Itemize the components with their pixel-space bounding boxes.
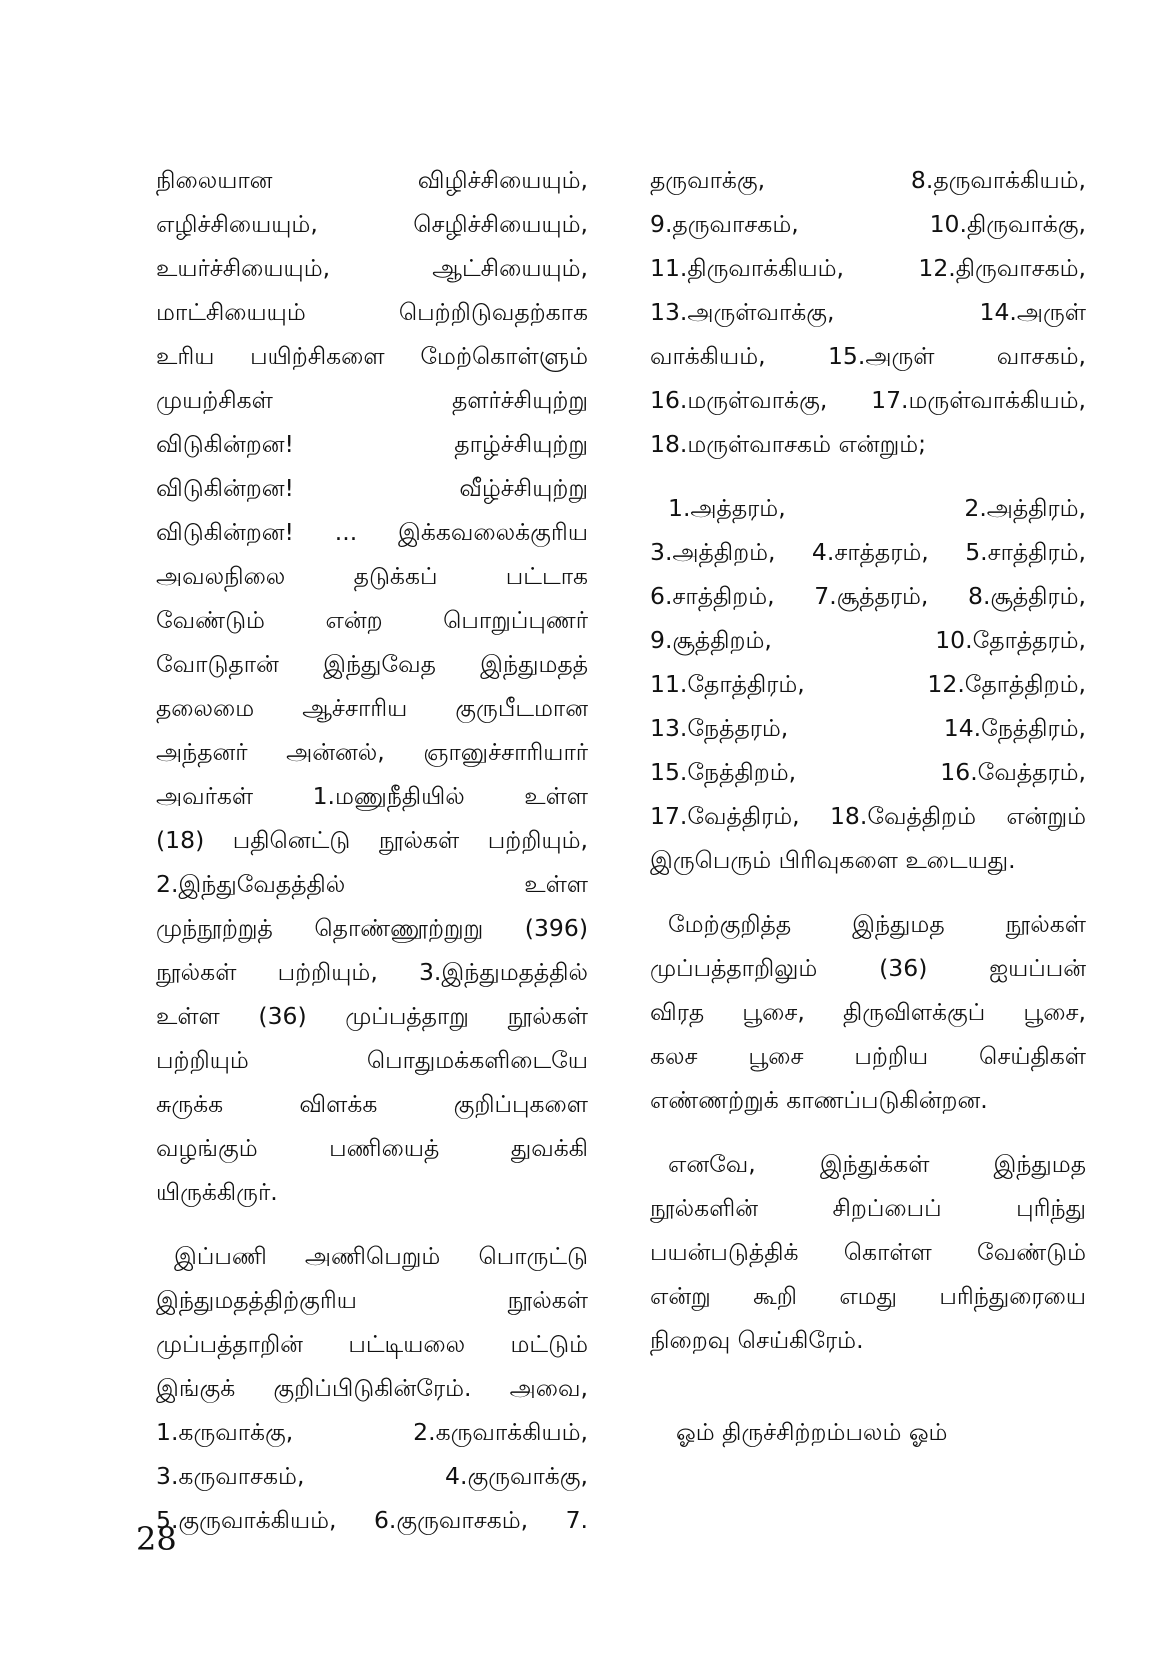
- text-line: முப்பத்தாறின் பட்டியலை மட்டும்: [156, 1330, 588, 1358]
- right-paragraph-1: [650, 158, 1086, 466]
- left-paragraph-2: [156, 1234, 588, 1542]
- text-line: 11.திருவாக்கியம், 12.திருவாசகம்,: [650, 254, 1086, 282]
- text-line: அவர்கள் 1.மணுநீதியில் உள்ள: [156, 782, 588, 810]
- right-paragraph-3: [650, 902, 1086, 1122]
- text-line: இந்துமதத்திற்குரிய நூல்கள்: [156, 1286, 588, 1314]
- text-line: 13.அருள்வாக்கு, 14.அருள்: [650, 298, 1086, 326]
- text-line: வழங்கும் பணியைத் துவக்கி: [156, 1134, 588, 1162]
- text-line: முப்பத்தாறிலும் (36) ஐயப்பன்: [650, 954, 1086, 982]
- text-line: எனவே, இந்துக்கள் இந்துமத: [668, 1150, 1086, 1178]
- left-paragraph-1: [156, 158, 588, 1214]
- text-line: அவலநிலை தடுக்கப் பட்டாக: [156, 562, 588, 590]
- text-line: பற்றியும் பொதுமக்களிடையே: [156, 1046, 588, 1074]
- text-line: எண்ணற்றுக் காணப்படுகின்றன.: [650, 1086, 988, 1114]
- text-line: உள்ள (36) முப்பத்தாறு நூல்கள்: [156, 1002, 588, 1030]
- text-line: 9.சூத்திறம், 10.தோத்தரம்,: [650, 626, 1086, 654]
- text-line: முந்நூற்றுத் தொண்ணூற்றுறு (396): [156, 914, 588, 942]
- text-line: 17.வேத்திரம், 18.வேத்திறம் என்றும்: [650, 802, 1086, 830]
- text-line: 9.தருவாசகம், 10.திருவாக்கு,: [650, 210, 1086, 238]
- right-column: [650, 158, 1086, 1362]
- text-line: பயன்படுத்திக் கொள்ள வேண்டும்: [650, 1238, 1086, 1266]
- text-line: வேண்டும் என்ற பொறுப்புணர்: [156, 606, 588, 634]
- text-line: நிலையான விழிச்சியையும்,: [156, 166, 588, 194]
- text-line: தருவாக்கு, 8.தருவாக்கியம்,: [650, 166, 1086, 194]
- text-line: 2.இந்துவேதத்தில் உள்ள: [156, 870, 588, 898]
- text-line: வோடுதான் இந்துவேத இந்துமதத்: [156, 650, 588, 678]
- right-paragraph-2: [650, 486, 1086, 882]
- text-line: 11.தோத்திரம், 12.தோத்திறம்,: [650, 670, 1086, 698]
- text-line: முயற்சிகள் தளர்ச்சியுற்று: [156, 386, 588, 414]
- text-line: விரத பூசை, திருவிளக்குப் பூசை,: [650, 998, 1086, 1026]
- text-line: 3.அத்திறம், 4.சாத்தரம், 5.சாத்திரம்,: [650, 538, 1086, 566]
- text-line: விடுகின்றன! வீழ்ச்சியுற்று: [156, 474, 588, 502]
- right-paragraph-4: [650, 1142, 1086, 1362]
- text-line: 13.நேத்தரம், 14.நேத்திரம்,: [650, 714, 1086, 742]
- text-line: யிருக்கிருர்.: [156, 1178, 278, 1206]
- text-line: சுருக்க விளக்க குறிப்புகளை: [156, 1090, 588, 1118]
- text-line: எழிச்சியையும், செழிச்சியையும்,: [156, 210, 588, 238]
- text-line: 1.அத்தரம், 2.அத்திரம்,: [668, 494, 1086, 522]
- text-line: நூல்கள் பற்றியும், 3.இந்துமதத்தில்: [156, 958, 588, 986]
- text-line: கலச பூசை பற்றிய செய்திகள்: [650, 1042, 1086, 1070]
- left-column: [156, 158, 588, 1542]
- text-line: விடுகின்றன! தாழ்ச்சியுற்று: [156, 430, 588, 458]
- text-line: மாட்சியையும் பெற்றிடுவதற்காக: [156, 298, 588, 326]
- text-line: 1.கருவாக்கு, 2.கருவாக்கியம்,: [156, 1418, 588, 1446]
- text-line: நூல்களின் சிறப்பைப் புரிந்து: [650, 1194, 1086, 1222]
- text-line: என்று கூறி எமது பரிந்துரையை: [650, 1282, 1086, 1310]
- text-line: 5.குருவாக்கியம், 6.குருவாசகம், 7.: [156, 1506, 588, 1534]
- text-line: வாக்கியம், 15.அருள் வாசகம்,: [650, 342, 1086, 370]
- text-line: நிறைவு செய்கிரேம்.: [650, 1326, 864, 1354]
- text-line: (18) பதினெட்டு நூல்கள் பற்றியும்,: [156, 826, 588, 854]
- text-line: அந்தனர் அன்னல், ஞானுச்சாரியார்: [156, 738, 588, 766]
- text-line: தலைமை ஆச்சாரிய குருபீடமான: [156, 694, 588, 722]
- text-line: இருபெரும் பிரிவுகளை உடையது.: [650, 846, 1016, 874]
- text-line: விடுகின்றன! ... இக்கவலைக்குரிய: [156, 518, 588, 546]
- text-line: 6.சாத்திறம், 7.சூத்தரம், 8.சூத்திரம்,: [650, 582, 1086, 610]
- text-line: உரிய பயிற்சிகளை மேற்கொள்ளும்: [156, 342, 588, 370]
- closing-invocation: ஓம் திருச்சிற்றம்பலம் ஓம்: [676, 1418, 948, 1446]
- text-line: மேற்குறித்த இந்துமத நூல்கள்: [668, 910, 1086, 938]
- text-line: 3.கருவாசகம், 4.குருவாக்கு,: [156, 1462, 588, 1490]
- text-line: 18.மருள்வாசகம் என்றும்;: [650, 430, 927, 458]
- page-number: 28: [136, 1520, 177, 1558]
- text-line: 16.மருள்வாக்கு, 17.மருள்வாக்கியம்,: [650, 386, 1086, 414]
- text-line: உயர்ச்சியையும், ஆட்சியையும்,: [156, 254, 588, 282]
- text-line: 15.நேத்திறம், 16.வேத்தரம்,: [650, 758, 1086, 786]
- text-line: இங்குக் குறிப்பிடுகின்ரேம். அவை,: [156, 1374, 588, 1402]
- text-line: இப்பணி அணிபெறும் பொருட்டு: [174, 1242, 588, 1270]
